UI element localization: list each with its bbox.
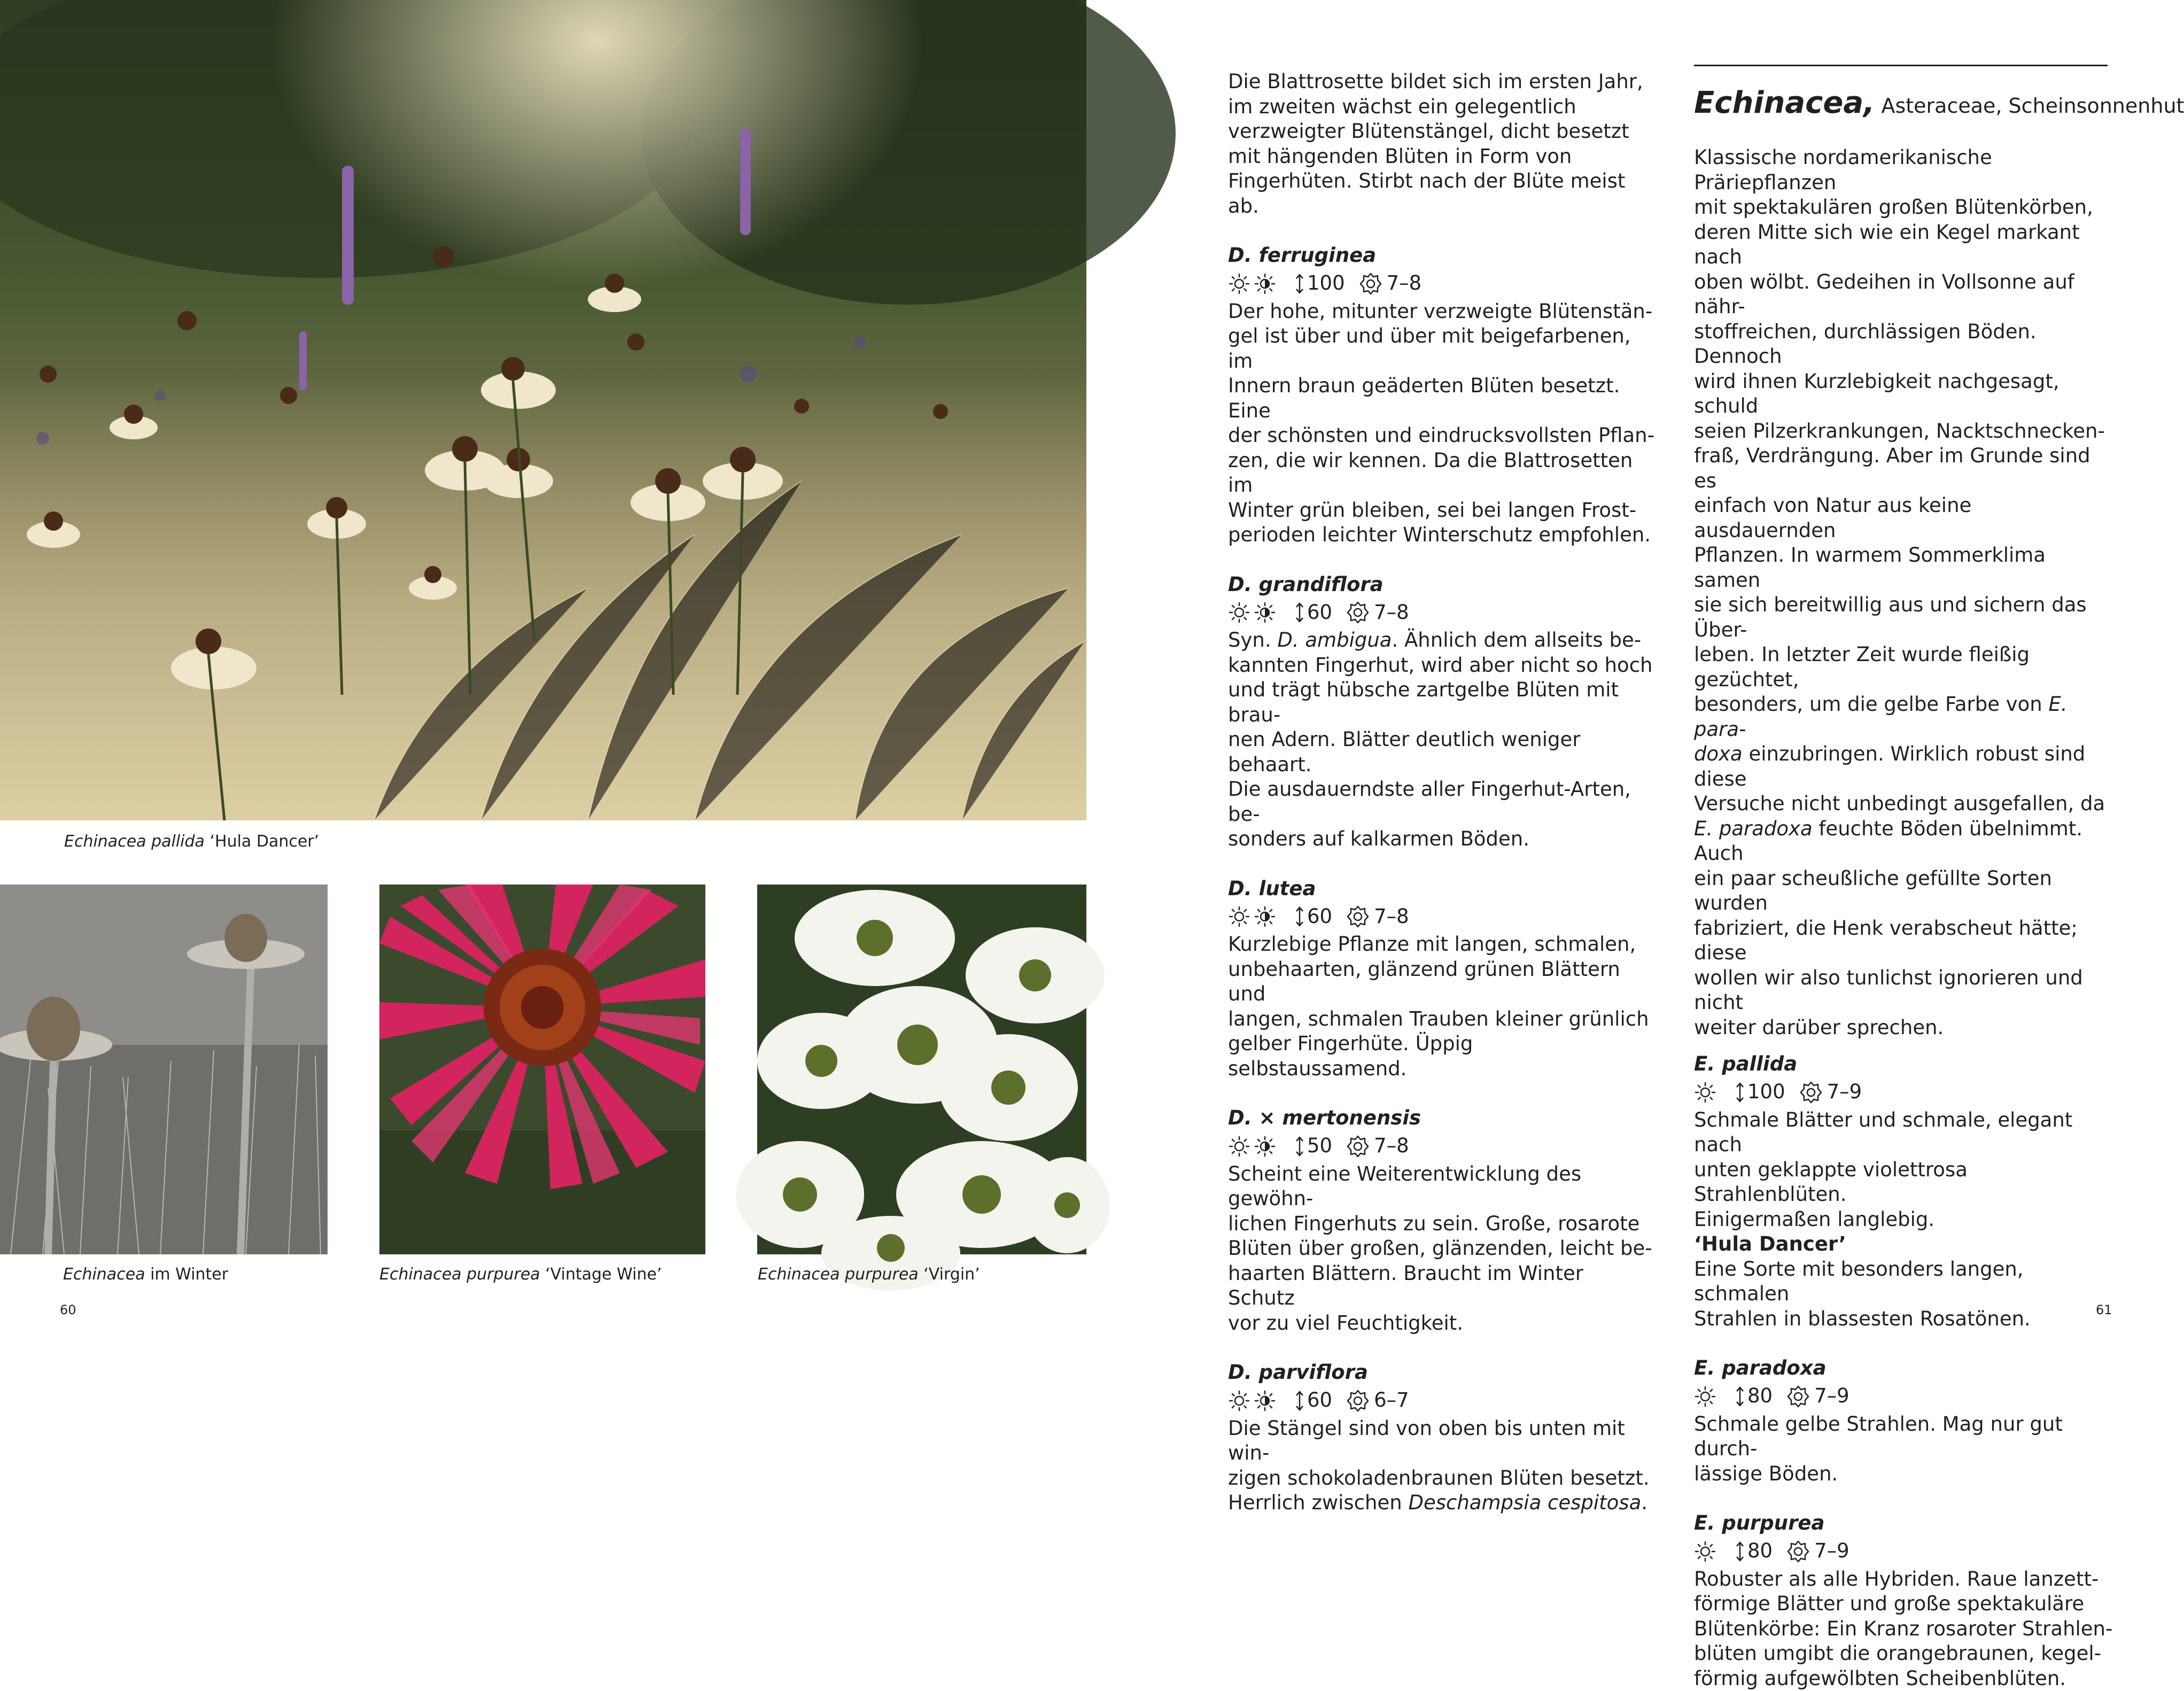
intro-line: wird ihnen Kurzlebigkeit nachgesagt, schuld [1694,369,2116,419]
description-line: blüten umgibt die orangebraunen, kegel- [1694,1641,2116,1666]
intro-line: wollen wir also tunlichst ignorieren und nicht [1694,966,2116,1015]
plant-height: 100 [1747,1080,1785,1105]
intro-line: oben wölbt. Gedeihen in Vollsonne auf nähr- [1694,270,2116,320]
hardiness-zone: 7–8 [1374,904,1409,929]
hardiness-zone: 7–9 [1814,1384,1849,1409]
description-line: gel ist über und über mit beigefarbenen, im [1228,324,1656,374]
description-line: Einigermaßen langlebig. [1694,1207,2116,1232]
description-line: Scheint eine Weiterentwicklung des gewöhn- [1228,1162,1656,1212]
height-arrow-icon [1294,906,1305,927]
intro-line: einfach von Natur aus keine ausdauernden [1694,493,2116,543]
description-line: langen, schmalen Trauben kleiner grünlich [1228,1007,1656,1032]
height-arrow-icon [1294,1136,1305,1157]
description-line: lässige Böden. [1694,1462,2116,1487]
intro-line: fraß, Verdrängung. Aber im Grunde sind es [1694,444,2116,493]
half-shade-icon [1254,1390,1276,1412]
sun-icon [1228,601,1250,624]
plant-name: E. paradoxa [1694,1356,2116,1381]
plant-attributes [1228,901,1656,932]
caption-virgin: Echinacea purpurea ‘Virgin’ [758,1265,980,1284]
height-arrow-icon [1294,1390,1305,1411]
photo-echinacea-virgin [757,885,1086,1254]
description-line: perioden leichter Winterschutz empfohlen. [1228,523,1656,548]
caption-vintage-wine: Echinacea purpurea ‘Vintage Wine’ [379,1265,662,1284]
section-rule [1694,65,2108,66]
plant-height: 100 [1307,271,1345,296]
plant-name: E. pallida [1694,1052,2116,1077]
plant-attributes [1694,1381,2116,1412]
intro-line: Pflanzen. In warmem Sommerklima samen [1694,543,2116,593]
plant-height: 80 [1747,1384,1773,1409]
intro-line: Versuche nicht unbedingt ausgefallen, da [1694,792,2116,817]
description-line: sonders auf kalkarmen Böden. [1228,827,1656,852]
half-shade-icon [1254,1135,1276,1158]
description-line: gelber Fingerhüte. Üppig selbstaussamend. [1228,1031,1656,1081]
description-line: und trägt hübsche zartgelbe Blüten mit brau- [1228,678,1656,727]
description-line: der schönsten und eindrucksvollsten Pflan- [1228,423,1656,448]
sun-icon [1228,273,1250,295]
hardiness-zone: 7–9 [1827,1080,1862,1105]
hardiness-zone: 7–9 [1814,1539,1849,1564]
description-line: Winter grün bleiben, sei bei langen Frost- [1228,498,1656,523]
hardiness-zone-icon [1346,601,1370,624]
hardiness-zone-icon [1786,1540,1810,1563]
description-line: zen, die wir kennen. Da die Blattrosetten im [1228,448,1656,498]
page-number-right: 61 [2096,1302,2112,1317]
description-line: Syn. D. ambigua. Ähnlich dem allseits be- [1228,628,1656,653]
plant-name: D. × mertonensis [1228,1106,1656,1131]
sun-icon [1228,1390,1250,1412]
plant-attributes [1228,268,1656,299]
hardiness-zone: 7–8 [1387,271,1422,296]
hardiness-zone-icon [1346,1389,1370,1413]
plant-height: 60 [1307,1388,1332,1413]
intro-line: sie sich bereitwillig aus und sichern das Über- [1694,593,2116,642]
hardiness-zone: 7–8 [1374,1134,1409,1159]
hardiness-zone: 7–8 [1374,600,1409,625]
plant-attributes [1694,1077,2116,1108]
family-and-common-name: Asteraceae, Scheinsonnenhut [1875,94,2184,118]
plant-name: D. lutea [1228,876,1656,902]
description-line: Schmale gelbe Strahlen. Mag nur gut durch- [1694,1412,2116,1462]
intro-line: mit spektakulären großen Blütenkörben, [1694,195,2116,220]
hardiness-zone-icon [1346,905,1370,928]
intro-paragraph: Die Blattrosette bildet sich im ersten Jahr, im zweiten wächst ein gelegentlich verzweigter Blütenstängel, dicht besetzt mit hängenden Blüten in Form von Fingerhüten. Stirbt nach der Blüte meist ab. [1228,69,1650,219]
intro-line: E. paradoxa feuchte Böden übelnimmt. Auch [1694,817,2116,866]
intro-line: leben. In letzter Zeit wurde fleißig gezüchtet, [1694,642,2116,692]
description-line: Die Stängel sind von oben bis unten mit win- [1228,1416,1656,1466]
intro-line: stoffreichen, durchlässigen Böden. Dennoch [1694,320,2116,369]
caption-main-photo: Echinacea pallida ‘Hula Dancer’ [64,832,319,851]
description-line: Innern braun geäderten Blüten besetzt. Eine [1228,374,1656,423]
plant-attributes [1228,1385,1656,1416]
sun-icon [1694,1540,1716,1563]
hardiness-zone-icon [1799,1081,1823,1104]
sun-icon [1694,1385,1716,1408]
description-line: Schmale Blätter und schmale, elegant nach [1694,1108,2116,1158]
text-column-digitalis [1228,69,1656,1516]
photo-echinacea-pallida-hula-dancer [0,0,1086,820]
description-line: unbehaarten, glänzend grünen Blättern und [1228,957,1656,1007]
photo-echinacea-winter [0,885,328,1254]
description-line: Strahlen in blassesten Rosatönen. [1694,1307,2116,1332]
cultivar-name: ‘Hula Dancer’ [1694,1232,2116,1257]
intro-line: besonders, um die gelbe Farbe von E. para- [1694,692,2116,742]
intro-line: doxa einzubringen. Wirklich robust sind diese [1694,742,2116,792]
description-line: zigen schokoladenbraunen Blüten besetzt. [1228,1466,1656,1491]
intro-line: ein paar scheußliche gefüllte Sorten wurden [1694,866,2116,916]
caption-winter: Echinacea im Winter [63,1265,228,1284]
section-heading-echinacea [1694,86,2184,120]
half-shade-icon [1254,905,1276,928]
plant-name: D. parviflora [1228,1360,1656,1385]
plant-attributes [1694,1536,2116,1567]
intro-line: weiter darüber sprechen. [1694,1015,2116,1041]
description-line: Kurzlebige Pflanze mit langen, schmalen, [1228,932,1656,957]
description-line: unten geklappte violettrosa Strahlenblüten. [1694,1158,2116,1207]
description-line: Robuster als alle Hybriden. Raue lanzett- [1694,1567,2116,1592]
sun-icon [1228,905,1250,928]
description-line: Blüten über großen, glänzenden, leicht be- [1228,1236,1656,1261]
page-number-left: 60 [60,1302,76,1317]
height-arrow-icon [1735,1386,1745,1407]
sun-icon [1228,1135,1250,1158]
half-shade-icon [1254,273,1276,295]
intro-line: seien Pilzerkrankungen, Nacktschnecken- [1694,419,2116,444]
description-line: Blütenkörbe: Ein Kranz rosaroter Strahlen- [1694,1617,2116,1642]
plant-height: 60 [1307,904,1332,929]
height-arrow-icon [1294,273,1305,294]
hardiness-zone-icon [1359,272,1382,296]
description-line: vor zu viel Feuchtigkeit. [1228,1311,1656,1336]
description-line: Die ausdauerndste aller Fingerhut-Arten, be- [1228,777,1656,827]
description-line: Eine Sorte mit besonders langen, schmalen [1694,1257,2116,1307]
description-line: nen Adern. Blätter deutlich weniger behaart. [1228,727,1656,777]
hardiness-zone: 6–7 [1374,1388,1409,1413]
intro-line: Klassische nordamerikanische Präriepflanzen [1694,145,2116,195]
height-arrow-icon [1735,1541,1745,1562]
description-line: Der hohe, mitunter verzweigte Blütenstän- [1228,299,1656,324]
half-shade-icon [1254,601,1276,624]
description-line: Herrlich zwischen Deschampsia cespitosa. [1228,1491,1656,1516]
sun-icon [1694,1081,1716,1104]
plant-name: D. grandiflora [1228,572,1656,598]
height-arrow-icon [1735,1082,1745,1103]
plant-name: D. ferruginea [1228,243,1656,268]
text-column-echinacea [1694,145,2116,1691]
description-line: lichen Fingerhuts zu sein. Große, rosarote [1228,1212,1656,1237]
hardiness-zone-icon [1786,1385,1810,1408]
plant-height: 50 [1307,1134,1332,1159]
intro-line: fabriziert, die Henk verabscheut hätte; diese [1694,916,2116,966]
genus-name: Echinacea, [1694,86,1875,120]
height-arrow-icon [1294,602,1305,623]
description-line: kannten Fingerhut, wird aber nicht so hoch [1228,653,1656,678]
plant-name: E. purpurea [1694,1511,2116,1536]
hardiness-zone-icon [1346,1135,1370,1158]
photo-echinacea-vintage-wine [379,885,705,1254]
intro-line: deren Mitte sich wie ein Kegel markant nach [1694,220,2116,270]
plant-attributes [1228,597,1656,628]
description-line: förmig aufgewölbten Scheibenblüten. [1694,1666,2116,1691]
plant-attributes [1228,1131,1656,1162]
plant-height: 80 [1747,1539,1773,1564]
description-line: förmige Blätter und große spektakuläre [1694,1592,2116,1617]
plant-height: 60 [1307,600,1332,625]
description-line: haarten Blättern. Braucht im Winter Schutz [1228,1261,1656,1311]
